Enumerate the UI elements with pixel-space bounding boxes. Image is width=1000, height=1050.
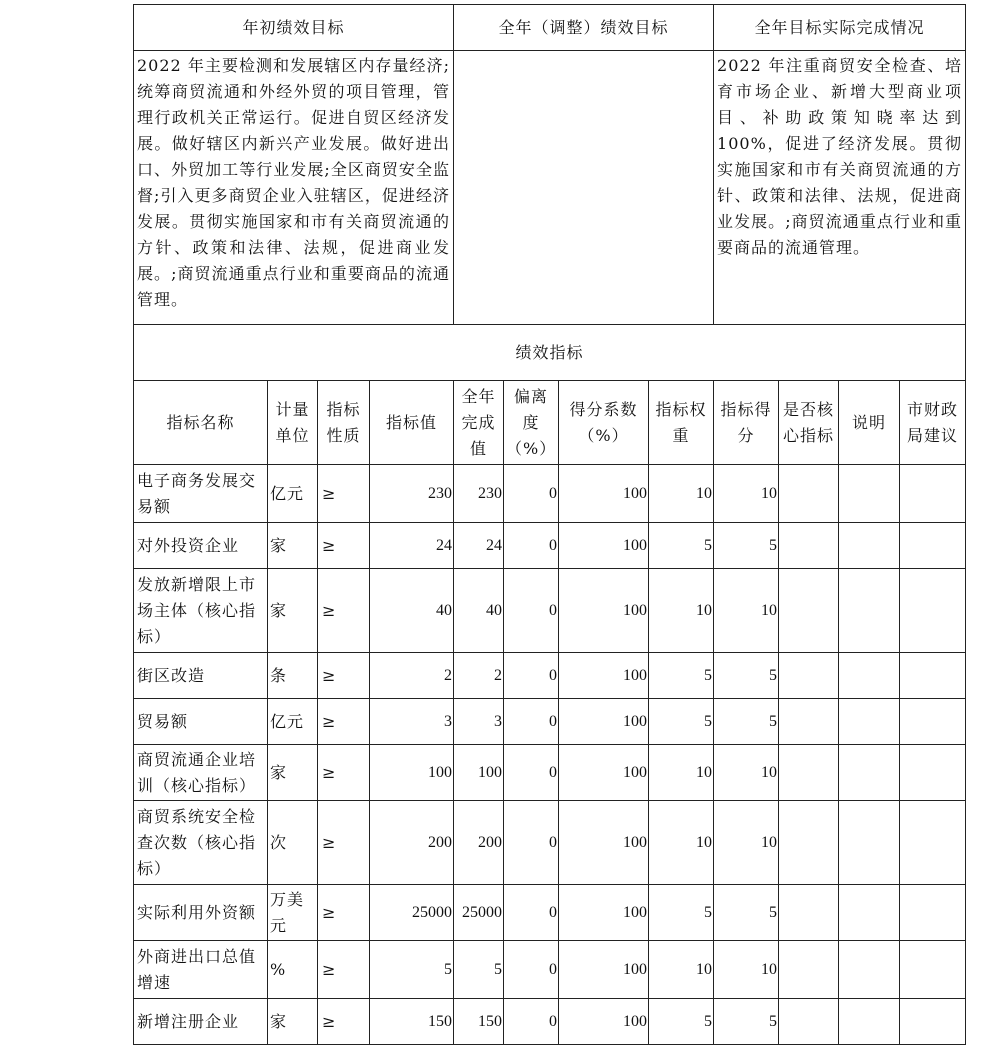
adjusted-goal-header: 全年（调整）绩效目标 bbox=[454, 5, 714, 51]
indicator-advice bbox=[900, 999, 966, 1045]
indicator-name: 商贸流通企业培训（核心指标） bbox=[134, 745, 268, 801]
indicator-weight: 5 bbox=[649, 885, 714, 941]
indicator-advice bbox=[900, 885, 966, 941]
indicator-target: 25000 bbox=[370, 885, 454, 941]
indicator-unit: 万美元 bbox=[268, 885, 318, 941]
indicator-name: 对外投资企业 bbox=[134, 523, 268, 569]
indicator-actual: 24 bbox=[454, 523, 504, 569]
indicator-note bbox=[839, 523, 900, 569]
table-row bbox=[134, 523, 966, 569]
indicator-nature: ≥ bbox=[318, 745, 370, 801]
col-header-target: 指标值 bbox=[370, 381, 454, 465]
indicator-score: 5 bbox=[714, 523, 779, 569]
indicator-nature: ≥ bbox=[318, 523, 370, 569]
indicator-deviation: 0 bbox=[504, 999, 559, 1045]
col-header-name: 指标名称 bbox=[134, 381, 268, 465]
indicator-actual: 2 bbox=[454, 653, 504, 699]
indicator-actual: 40 bbox=[454, 569, 504, 653]
indicator-weight: 10 bbox=[649, 465, 714, 523]
indicator-score: 5 bbox=[714, 885, 779, 941]
table-row bbox=[134, 465, 966, 523]
table-row bbox=[134, 885, 966, 941]
indicator-coef: 100 bbox=[559, 653, 649, 699]
indicator-name: 新增注册企业 bbox=[134, 999, 268, 1045]
indicator-coef: 100 bbox=[559, 523, 649, 569]
indicator-unit: 家 bbox=[268, 745, 318, 801]
indicator-note bbox=[839, 699, 900, 745]
indicator-score: 10 bbox=[714, 569, 779, 653]
indicator-advice bbox=[900, 569, 966, 653]
indicator-name: 电子商务发展交易额 bbox=[134, 465, 268, 523]
indicator-target: 5 bbox=[370, 941, 454, 999]
indicator-actual: 25000 bbox=[454, 885, 504, 941]
indicator-nature: ≥ bbox=[318, 941, 370, 999]
indicator-name: 贸易额 bbox=[134, 699, 268, 745]
indicator-deviation: 0 bbox=[504, 523, 559, 569]
indicator-actual: 150 bbox=[454, 999, 504, 1045]
table-row bbox=[134, 653, 966, 699]
indicator-core bbox=[779, 801, 839, 885]
indicator-target: 40 bbox=[370, 569, 454, 653]
indicator-coef: 100 bbox=[559, 745, 649, 801]
indicator-nature: ≥ bbox=[318, 653, 370, 699]
indicator-coef: 100 bbox=[559, 465, 649, 523]
indicator-advice bbox=[900, 653, 966, 699]
indicator-target: 3 bbox=[370, 699, 454, 745]
col-header-note: 说明 bbox=[839, 381, 900, 465]
indicator-nature: ≥ bbox=[318, 885, 370, 941]
indicator-nature: ≥ bbox=[318, 999, 370, 1045]
indicator-unit: 条 bbox=[268, 653, 318, 699]
indicator-deviation: 0 bbox=[504, 801, 559, 885]
indicator-unit: 亿元 bbox=[268, 465, 318, 523]
indicator-advice bbox=[900, 745, 966, 801]
indicator-advice bbox=[900, 523, 966, 569]
indicator-note bbox=[839, 745, 900, 801]
indicator-actual: 200 bbox=[454, 801, 504, 885]
table-row bbox=[134, 569, 966, 653]
indicator-target: 100 bbox=[370, 745, 454, 801]
indicator-weight: 10 bbox=[649, 745, 714, 801]
indicator-coef: 100 bbox=[559, 885, 649, 941]
indicator-actual: 230 bbox=[454, 465, 504, 523]
indicator-coef: 100 bbox=[559, 941, 649, 999]
initial-goal-text: 2022 年主要检测和发展辖区内存量经济;统筹商贸流通和外经外贸的项目管理，管理行政机关正常运行。促进自贸区经济发展。做好辖区内新兴产业发展。做好进出口、外贸加工等行业发展;全区商贸安全监督;引入更多商贸企业入驻辖区，促进经济发展。贯彻实施国家和市有关商贸流通的方针、政策和法律、法规，促进商业发展。;商贸流通重点行业和重要商品的流通管理。 bbox=[134, 51, 454, 325]
indicator-note bbox=[839, 885, 900, 941]
indicator-core bbox=[779, 999, 839, 1045]
indicator-actual: 100 bbox=[454, 745, 504, 801]
indicator-score: 10 bbox=[714, 941, 779, 999]
indicator-weight: 5 bbox=[649, 999, 714, 1045]
performance-table bbox=[133, 4, 966, 1045]
adjusted-goal-text bbox=[454, 51, 714, 325]
indicator-deviation: 0 bbox=[504, 653, 559, 699]
indicator-deviation: 0 bbox=[504, 569, 559, 653]
indicator-core bbox=[779, 569, 839, 653]
indicator-note bbox=[839, 801, 900, 885]
section-title: 绩效指标 bbox=[134, 325, 966, 381]
indicator-target: 200 bbox=[370, 801, 454, 885]
col-header-weight: 指标权重 bbox=[649, 381, 714, 465]
section-title-row bbox=[134, 325, 966, 381]
indicator-core bbox=[779, 699, 839, 745]
indicator-coef: 100 bbox=[559, 699, 649, 745]
indicator-score: 5 bbox=[714, 653, 779, 699]
indicator-deviation: 0 bbox=[504, 465, 559, 523]
indicator-name: 实际利用外资额 bbox=[134, 885, 268, 941]
column-header-row bbox=[134, 381, 966, 465]
col-header-advice: 市财政局建议 bbox=[900, 381, 966, 465]
indicator-note bbox=[839, 999, 900, 1045]
table-row bbox=[134, 801, 966, 885]
indicator-note bbox=[839, 569, 900, 653]
indicator-nature: ≥ bbox=[318, 569, 370, 653]
indicator-weight: 5 bbox=[649, 653, 714, 699]
indicator-advice bbox=[900, 699, 966, 745]
col-header-deviation: 偏离度（%） bbox=[504, 381, 559, 465]
indicator-name: 发放新增限上市场主体（核心指标） bbox=[134, 569, 268, 653]
indicator-core bbox=[779, 745, 839, 801]
indicator-unit: 亿元 bbox=[268, 699, 318, 745]
indicator-target: 230 bbox=[370, 465, 454, 523]
indicator-note bbox=[839, 465, 900, 523]
indicator-deviation: 0 bbox=[504, 885, 559, 941]
initial-goal-header: 年初绩效目标 bbox=[134, 5, 454, 51]
indicator-score: 10 bbox=[714, 745, 779, 801]
indicator-weight: 5 bbox=[649, 523, 714, 569]
indicator-coef: 100 bbox=[559, 569, 649, 653]
indicator-name: 外商进出口总值增速 bbox=[134, 941, 268, 999]
indicator-weight: 10 bbox=[649, 941, 714, 999]
col-header-actual: 全年完成值 bbox=[454, 381, 504, 465]
indicator-weight: 5 bbox=[649, 699, 714, 745]
col-header-coef: 得分系数（%） bbox=[559, 381, 649, 465]
indicator-unit: 家 bbox=[268, 999, 318, 1045]
col-header-core: 是否核心指标 bbox=[779, 381, 839, 465]
col-header-nature: 指标性质 bbox=[318, 381, 370, 465]
indicator-weight: 10 bbox=[649, 569, 714, 653]
indicator-advice bbox=[900, 465, 966, 523]
indicator-target: 24 bbox=[370, 523, 454, 569]
indicator-name: 街区改造 bbox=[134, 653, 268, 699]
col-header-score: 指标得分 bbox=[714, 381, 779, 465]
indicator-deviation: 0 bbox=[504, 941, 559, 999]
indicator-actual: 3 bbox=[454, 699, 504, 745]
indicator-core bbox=[779, 653, 839, 699]
indicator-score: 5 bbox=[714, 999, 779, 1045]
indicator-core bbox=[779, 465, 839, 523]
table-row bbox=[134, 699, 966, 745]
indicator-core bbox=[779, 941, 839, 999]
indicator-coef: 100 bbox=[559, 801, 649, 885]
table-row bbox=[134, 941, 966, 999]
indicator-core bbox=[779, 885, 839, 941]
indicator-coef: 100 bbox=[559, 999, 649, 1045]
indicator-name: 商贸系统安全检查次数（核心指标） bbox=[134, 801, 268, 885]
indicator-nature: ≥ bbox=[318, 699, 370, 745]
indicator-advice bbox=[900, 801, 966, 885]
indicator-nature: ≥ bbox=[318, 801, 370, 885]
indicator-actual: 5 bbox=[454, 941, 504, 999]
actual-result-text: 2022 年注重商贸安全检查、培育市场企业、新增大型商业项目、补助政策知晓率达到 100%，促进了经济发展。贯彻实施国家和市有关商贸流通的方针、政策和法律、法规，促进商业发展。;商贸流通重点行业和重要商品的流通管理。 bbox=[714, 51, 966, 325]
table-row bbox=[134, 745, 966, 801]
indicator-advice bbox=[900, 941, 966, 999]
indicator-note bbox=[839, 941, 900, 999]
indicator-nature: ≥ bbox=[318, 465, 370, 523]
indicator-note bbox=[839, 653, 900, 699]
indicator-weight: 10 bbox=[649, 801, 714, 885]
indicator-deviation: 0 bbox=[504, 699, 559, 745]
indicator-score: 5 bbox=[714, 699, 779, 745]
indicator-target: 2 bbox=[370, 653, 454, 699]
indicator-deviation: 0 bbox=[504, 745, 559, 801]
actual-result-header: 全年目标实际完成情况 bbox=[714, 5, 966, 51]
indicator-score: 10 bbox=[714, 465, 779, 523]
indicator-unit: % bbox=[268, 941, 318, 999]
indicator-unit: 次 bbox=[268, 801, 318, 885]
table-row bbox=[134, 999, 966, 1045]
goal-content-row bbox=[134, 51, 966, 325]
goal-header-row bbox=[134, 5, 966, 51]
indicator-score: 10 bbox=[714, 801, 779, 885]
indicator-unit: 家 bbox=[268, 569, 318, 653]
indicator-core bbox=[779, 523, 839, 569]
col-header-unit: 计量单位 bbox=[268, 381, 318, 465]
indicator-unit: 家 bbox=[268, 523, 318, 569]
indicator-target: 150 bbox=[370, 999, 454, 1045]
